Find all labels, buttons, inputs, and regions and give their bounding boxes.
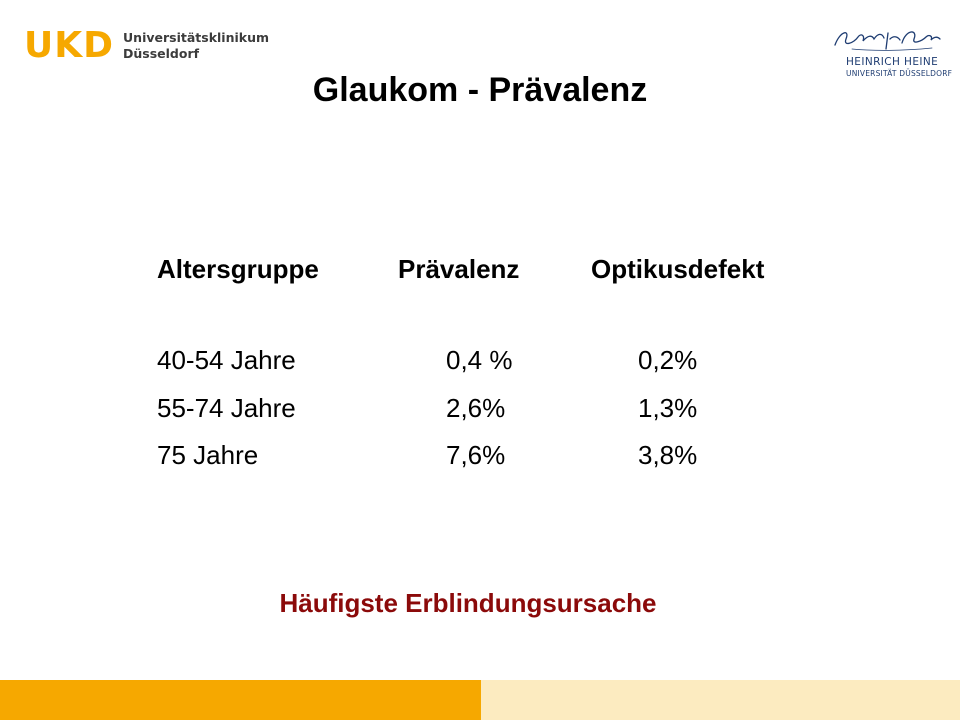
ukd-logo-mark: UKD <box>24 25 115 66</box>
footer-bar-accent <box>0 680 481 720</box>
hhu-logo-line1: HEINRICH HEINE <box>846 56 939 68</box>
ukd-logo-text <box>123 30 269 62</box>
table-cell-prevalence: 7,6% <box>446 440 506 470</box>
ukd-logo-line2: Düsseldorf <box>123 46 200 61</box>
table-cell-age: 75 Jahre <box>157 440 259 470</box>
highlight-note: Häufigste Erblindungsursache <box>279 588 657 618</box>
hhu-logo-line2: UNIVERSITÄT DÜSSELDORF <box>846 69 953 78</box>
footer-bar-light <box>481 680 960 720</box>
table-cell-age: 40-54 Jahre <box>157 345 296 375</box>
table-header-prevalence: Prävalenz <box>398 254 520 284</box>
table-cell-age: 55-74 Jahre <box>157 393 296 423</box>
table-cell-prevalence: 2,6% <box>446 393 506 423</box>
table-cell-optic-defect: 1,3% <box>638 393 698 423</box>
ukd-logo <box>24 25 269 66</box>
table-header-optic-defect: Optikusdefekt <box>591 254 765 284</box>
table-cell-optic-defect: 0,2% <box>638 345 698 375</box>
slide-title: Glaukom - Prävalenz <box>312 71 648 109</box>
signature-icon <box>832 25 942 55</box>
table-cell-prevalence: 0,4 % <box>446 345 513 375</box>
table-header-age-group: Altersgruppe <box>157 254 319 284</box>
table-cell-optic-defect: 3,8% <box>638 440 698 470</box>
ukd-logo-line1: Universitätsklinikum <box>123 30 269 45</box>
